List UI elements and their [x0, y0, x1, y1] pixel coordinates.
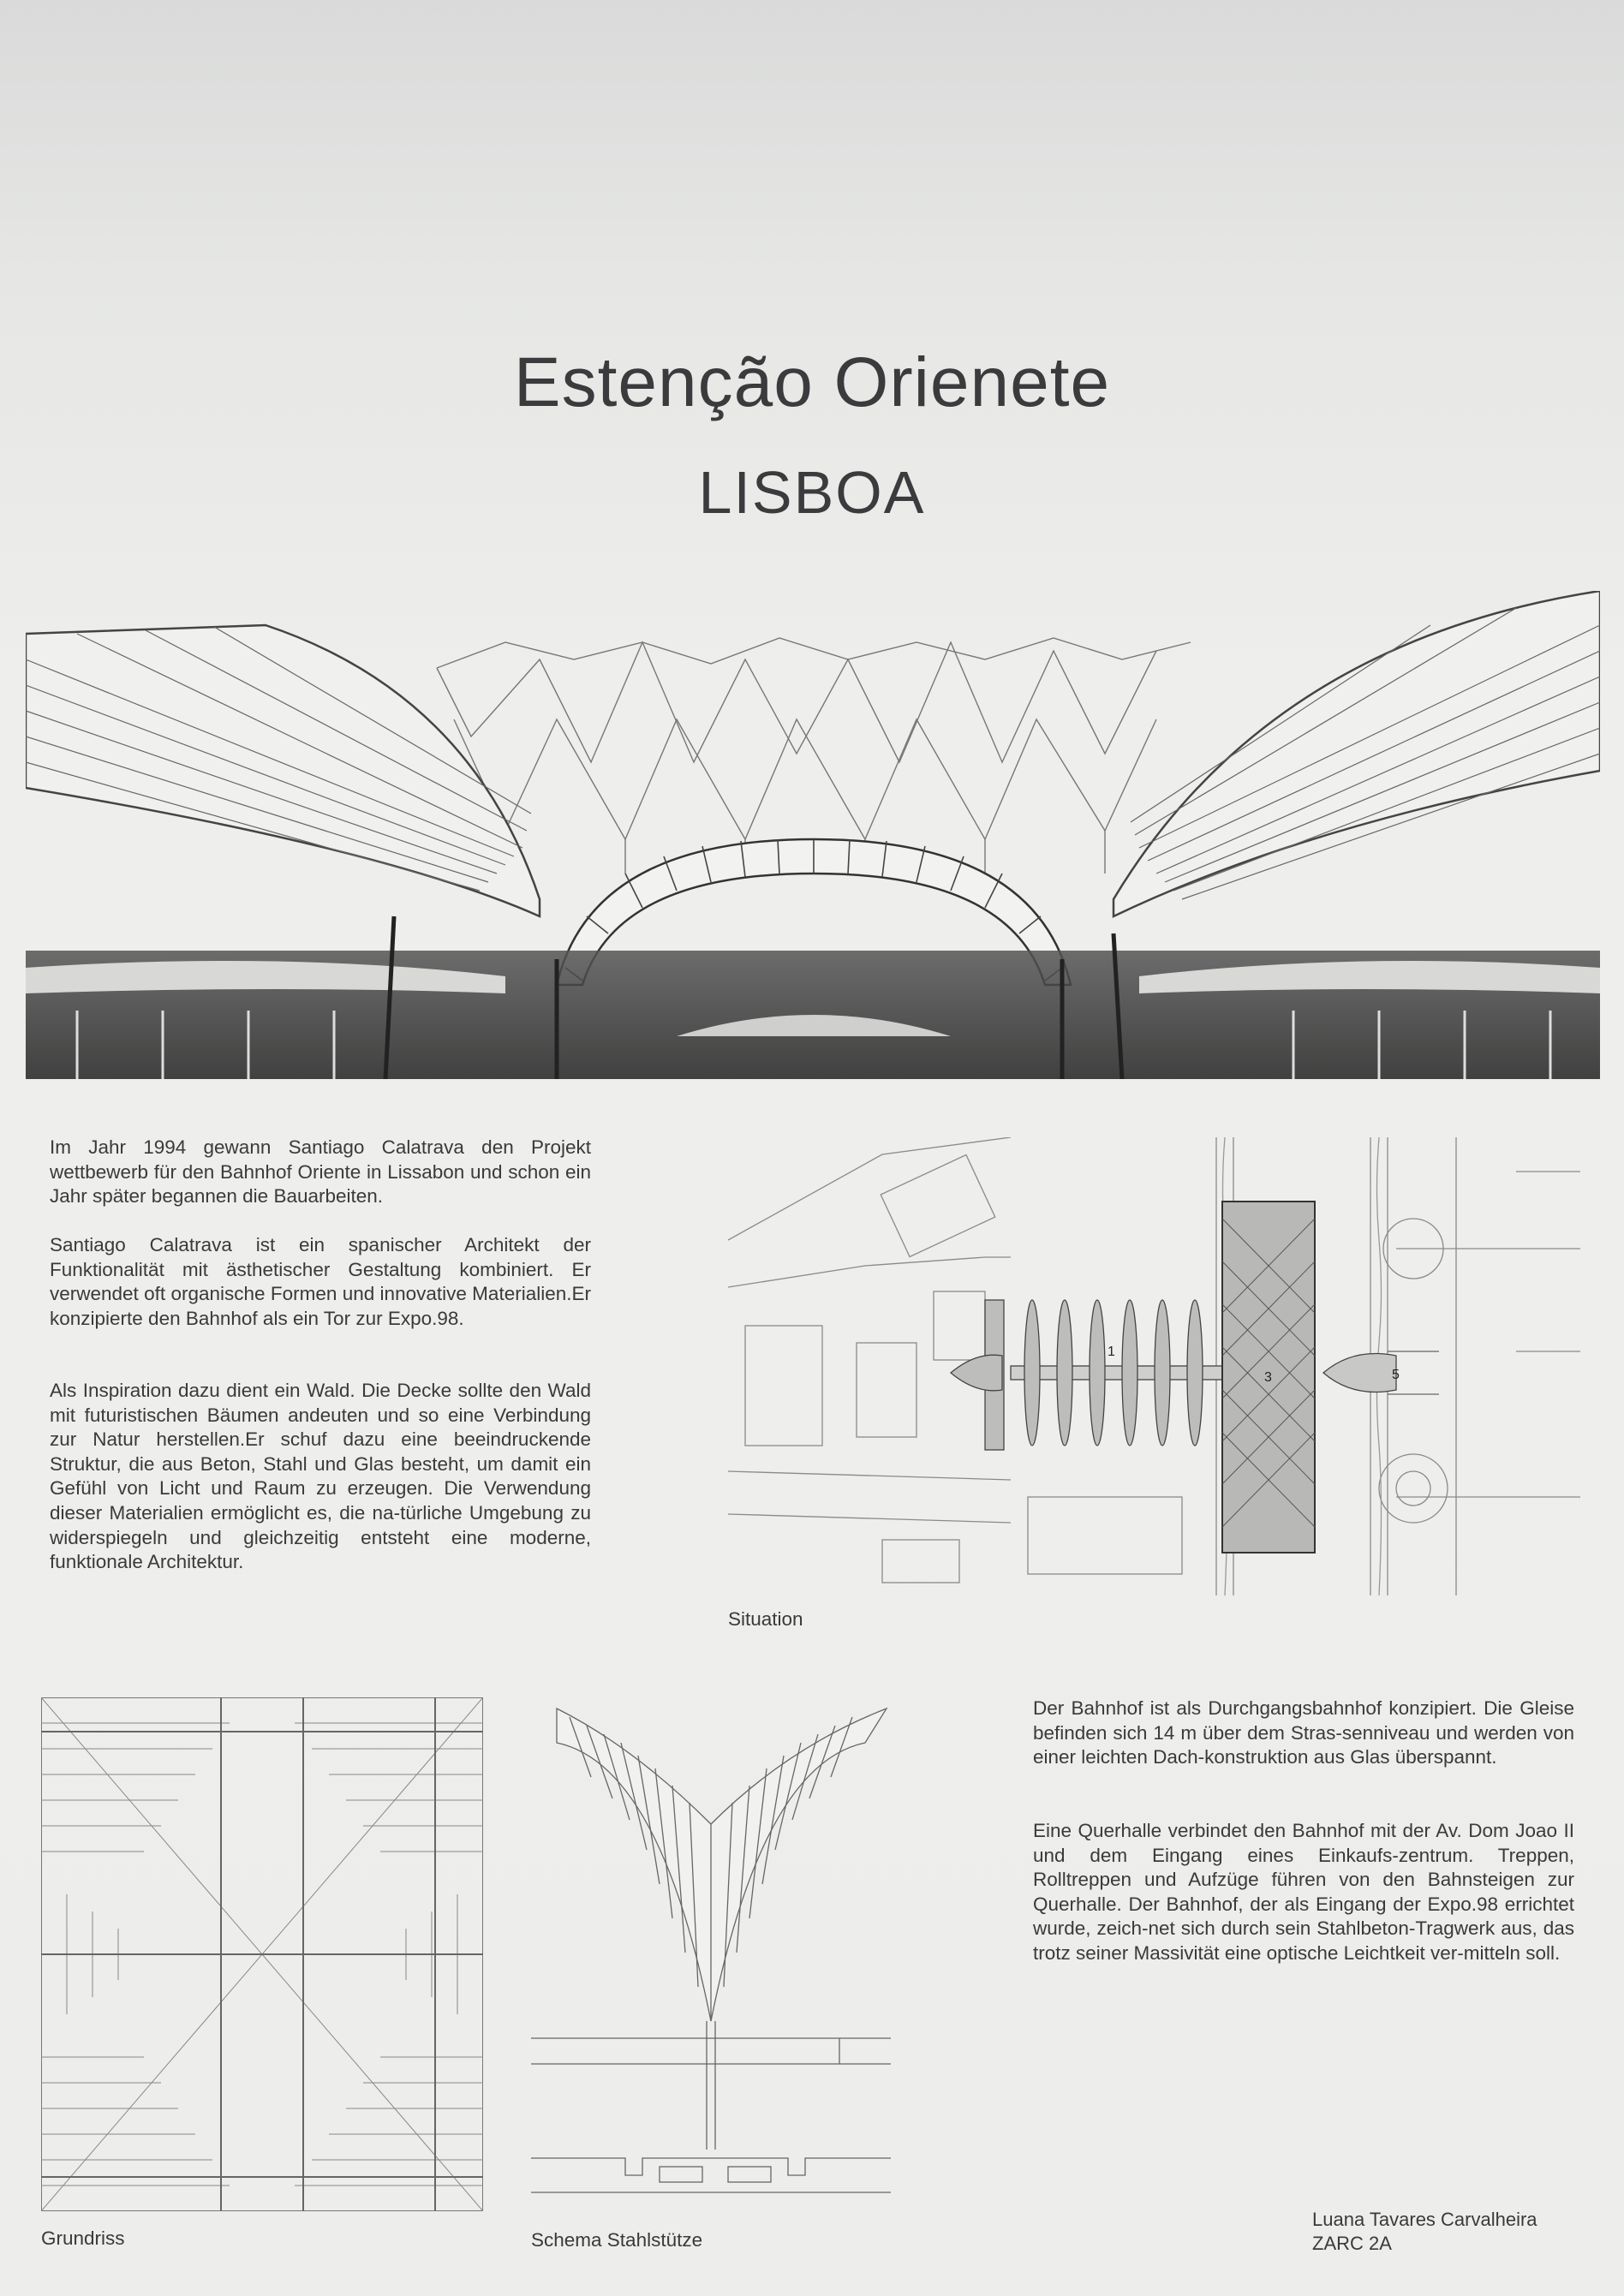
inspiration-paragraph: Als Inspiration dazu dient ein Wald. Die Decke sollte den Wald mit futuristischen Bäumen andeuten und so eine Verbindung zur Natur herstellen.Er schuf dazu eine beeindruckende Struktur, die aus Beton, Stahl und Glas besteht, um damit ein Gefühl von Licht und Raum zu erzeugen. Die Verwendung dieser Materialien ermöglicht es, die na-türliche Umgebung zu widerspiegeln und gleichzeitig entsteht eine moderne, funktionale Architektur. [50, 1380, 591, 1573]
site-label-1: 1 [1108, 1345, 1115, 1359]
station-concept-paragraph: Der Bahnhof ist als Durchgangsbahnhof konzipiert. Die Gleise befinden sich 14 m über dem Stras-senniveau und werden von einer leichten Dach-konstruktion aus Glas überspannt. [1033, 1697, 1574, 1768]
author-class: ZARC 2A [1312, 2233, 1392, 2254]
poster-title: Estenção Orienete [513, 343, 1111, 421]
site-label-3: 3 [1264, 1370, 1272, 1385]
site-plan-caption: Situation [728, 1608, 803, 1630]
site-label-5: 5 [1392, 1368, 1400, 1382]
author-name: Luana Tavares Carvalheira [1312, 2209, 1537, 2230]
floor-plan-caption: Grundriss [41, 2227, 125, 2249]
site-plan-drawing [728, 1137, 1580, 1595]
column-schema-caption: Schema Stahlstütze [531, 2229, 703, 2251]
author-block [1312, 2208, 1537, 2256]
station-canopy-drawing [26, 591, 1600, 1079]
architect-paragraph: Santiago Calatrava ist ein spanischer Architekt der Funktionalität mit ästhetischer Gestaltung kombiniert. Er verwendet oft organische Formen und innovative Materialien.Er konzipierte den Bahnhof als ein Tor zur Expo.98. [50, 1234, 591, 1329]
cross-hall-paragraph: Eine Querhalle verbindet den Bahnhof mit der Av. Dom Joao II und dem Eingang eines Einkaufs-zentrum. Treppen, Rolltreppen und Aufzüge führen von den Bahnsteigen zur Querhalle. Der Bahnhof, der als Eingang der Expo.98 errichtet wurde, zeich-net sich durch sein Stahlbeton-Tragwerk aus, das trotz seiner Massivität eine optische Leichtkeit ver-mitteln soll. [1033, 1820, 1574, 1964]
floor-plan-drawing [41, 1697, 483, 2211]
intro-paragraph: Im Jahr 1994 gewann Santiago Calatrava den Projekt wettbewerb für den Bahnhof Oriente in Lissabon und schon ein Jahr später begannen die Bauarbeiten. [50, 1136, 591, 1208]
steel-column-drawing [531, 1704, 891, 2210]
poster-subtitle: LISBOA [698, 459, 926, 526]
